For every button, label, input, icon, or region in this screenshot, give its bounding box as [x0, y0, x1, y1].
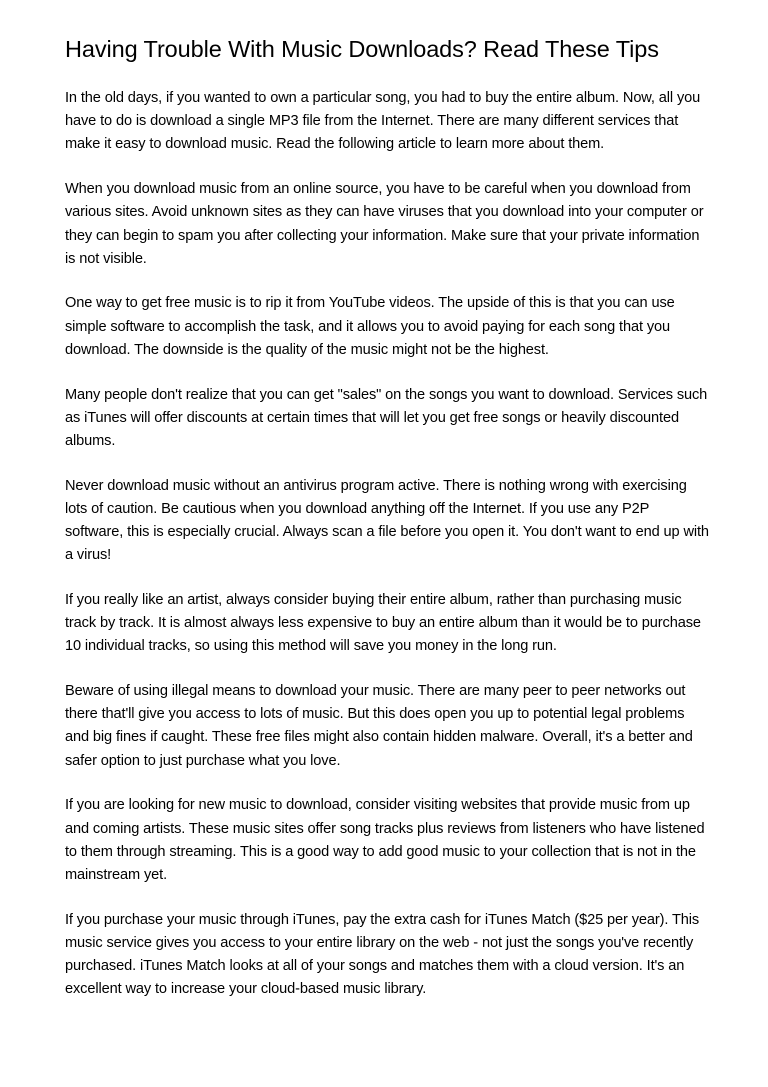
paragraph-9: If you purchase your music through iTunes, pay the extra cash for iTunes Match ($25 per year). This music service gives you access to your entire library on the web - not just the songs you've recently purchased. iTunes Match looks at all of your songs and matches them with a cloud version. It's an excellent way to increase your cloud-based music library. [65, 911, 700, 998]
paragraph-5: Never download music without an antivirus program active. There is nothing wrong with exercising lots of caution. Be cautious when you download anything off the Internet. If you use any P2P software, this is especially crucial. Always scan a file before you open it. You don't want to end up with a virus! [65, 477, 709, 564]
paragraph-8: If you are looking for new music to download, consider visiting websites that provide music from up and coming artists. These music sites offer song tracks plus reviews from listeners who have listened to them through streaming. This is a good way to add good music to your collection that is not in the mainstream yet. [65, 797, 705, 883]
document-page [65, 34, 710, 1023]
paragraph-4: Many people don't realize that you can get "sales" on the songs you want to download. Services such as iTunes will offer discounts at certain times that will let you get free songs or heavily discounted albums. [65, 386, 708, 449]
paragraph-2: When you download music from an online source, you have to be careful when you download from various sites. Avoid unknown sites as they can have viruses that you download into your computer or they can begin to spam you after collecting your information. Make sure that your private information is not visible. [65, 181, 704, 267]
paragraph-7: Beware of using illegal means to download your music. There are many peer to peer networks out there that'll give you access to lots of music. But this does open you up to potential legal problems and big fines if caught. These free files might also contain hidden malware. Overall, it's a better and safer option to just purchase what you love. [65, 683, 693, 769]
paragraph-3: One way to get free music is to rip it from YouTube videos. The upside of this is that you can use simple software to accomplish the task, and it allows you to avoid paying for each song that you download. The downside is the quality of the music might not be the highest. [65, 295, 675, 358]
page-title: Having Trouble With Music Downloads? Read These Tips [65, 36, 659, 62]
paragraph-6: If you really like an artist, always consider buying their entire album, rather than purchasing music track by track. It is almost always less expensive to buy an entire album than it would be to purchase 10 individual tracks, so using this method will save you money in the long run. [65, 591, 701, 655]
paragraph-1: In the old days, if you wanted to own a particular song, you had to buy the entire album. Now, all you have to do is download a single MP3 file from the Internet. There are many different services that make it easy to download music. Read the following article to learn more about them. [65, 90, 701, 153]
